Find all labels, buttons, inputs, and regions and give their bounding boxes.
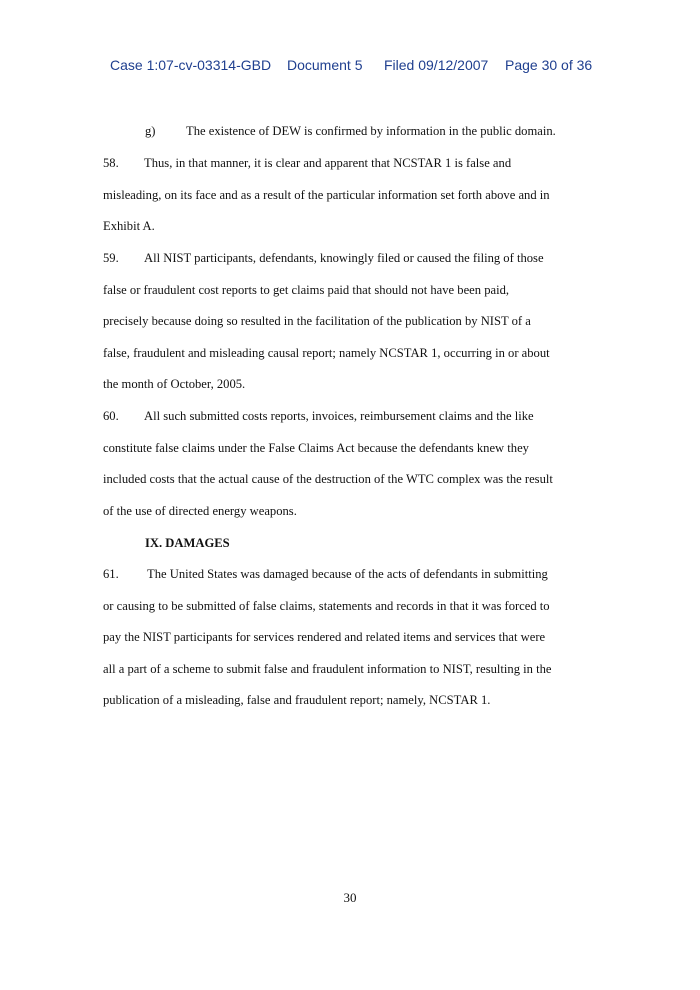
page-indicator: Page 30 of 36	[505, 57, 593, 73]
paragraph-59-line-3: precisely because doing so resulted in the facilitation of the publication by NIST of a	[103, 314, 531, 328]
document-number: Document 5	[287, 57, 363, 73]
paragraph-58-line-3: Exhibit A.	[103, 219, 155, 233]
paragraph-text: The United States was damaged because of the acts of defendants in submitting	[147, 567, 548, 581]
list-marker: g)	[145, 124, 156, 138]
section-heading: IX. DAMAGES	[145, 536, 230, 550]
filed-date: Filed 09/12/2007	[384, 57, 489, 73]
list-item-text: The existence of DEW is confirmed by information in the public domain.	[186, 124, 556, 138]
paragraph-59-line-5: the month of October, 2005.	[103, 377, 246, 391]
paragraph-59-line-2: false or fraudulent cost reports to get claims paid that should not have been paid,	[103, 283, 510, 297]
paragraph-61-line-5: publication of a misleading, false and fraudulent report; namely, NCSTAR 1.	[103, 693, 491, 707]
list-item-g	[145, 123, 640, 139]
paragraph-text: Thus, in that manner, it is clear and apparent that NCSTAR 1 is false and	[144, 156, 512, 170]
paragraph-number: 61.	[103, 567, 119, 581]
paragraph-59-line-1	[103, 250, 598, 266]
paragraph-61-line-4: all a part of a scheme to submit false and fraudulent information to NIST, resulting in the	[103, 662, 552, 676]
paragraph-number: 59.	[103, 251, 119, 265]
paragraph-60-line-2: constitute false claims under the False Claims Act because the defendants knew they	[103, 441, 529, 455]
paragraph-number: 58.	[103, 156, 119, 170]
paragraph-61-line-3: pay the NIST participants for services rendered and related items and services that were	[103, 630, 546, 644]
paragraph-60-line-4: of the use of directed energy weapons.	[103, 504, 297, 518]
paragraph-text: All NIST participants, defendants, knowingly filed or caused the filing of those	[144, 251, 544, 265]
paragraph-text: All such submitted costs reports, invoices, reimbursement claims and the like	[144, 409, 534, 423]
document-header	[0, 57, 700, 77]
paragraph-60-line-1	[103, 408, 598, 424]
paragraph-59-line-4: false, fraudulent and misleading causal report; namely NCSTAR 1, occurring in or about	[103, 346, 550, 360]
paragraph-58-line-2: misleading, on its face and as a result of the particular information set forth above and in	[103, 188, 550, 202]
paragraph-61-line-1	[103, 566, 598, 582]
paragraph-60-line-3: included costs that the actual cause of the destruction of the WTC complex was the result	[103, 472, 553, 486]
case-number: Case 1:07-cv-03314-GBD	[110, 57, 272, 73]
paragraph-number: 60.	[103, 409, 119, 423]
page-number: 30	[343, 890, 357, 905]
paragraph-61-line-2: or causing to be submitted of false claims, statements and records in that it was forced to	[103, 599, 550, 613]
paragraph-58-line-1	[103, 155, 598, 171]
